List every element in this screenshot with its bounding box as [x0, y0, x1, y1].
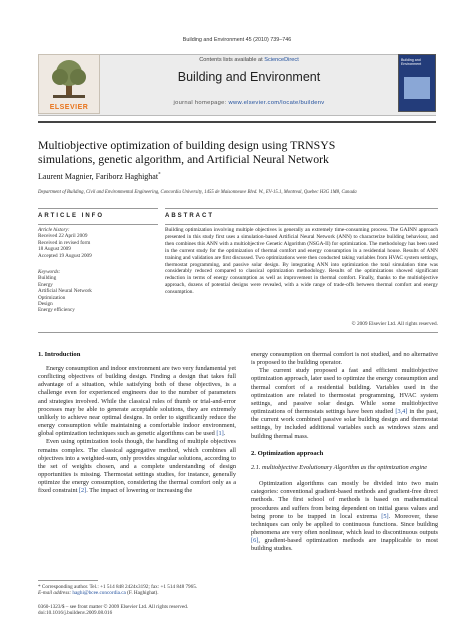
intro-p2-end: . The impact of lowering or increasing the — [86, 487, 193, 495]
issn-line — [38, 604, 338, 617]
abstract-text: Building optimization involving multiple objectives is generally an extremely time-consuming process. The GAINN approach presented in this study first uses a simulation-based Artificial Neural Network (ANN) to characterize building behaviour, and then combines this ANN with a multiobjective Genetic Algorithm (NSGA-II) for optimization. The methodology has been used in the current study for the optimization of thermal comfort and energy consumption in a residential house. Results of ANN training and validation are first discussed. Two optimizations were then conducted taking variables from HVAC system settings, thermostat programming, and passive solar design. By integrating ANN into optimization the total simulation time was considerably reduced compared to classical optimization methodology. Results of the optimizations showed significant reduction in terms of energy consumption as well as improvement in thermal comfort. Finally, thanks to the multiobjective approach, dozens of potential designs were revealed, with a wide range of trade-offs between thermal comfort and energy consumption. — [165, 227, 438, 296]
intro-paragraph-1 — [38, 365, 236, 438]
article-authors — [38, 172, 161, 181]
doi-text[interactable]: doi:10.1016/j.buildenv.2009.08.016 — [38, 610, 113, 617]
section-2-heading: 2. Optimization approach — [251, 449, 324, 457]
study-text-end: in the past, the current work combined passive solar building design and thermostat settings, by included additional variables such as windows sizes and building thermal mass. — [251, 408, 438, 440]
publisher-logo-text: ELSEVIER — [49, 104, 89, 111]
article-history — [38, 227, 158, 259]
history-item: 18 August 2009 — [38, 246, 71, 253]
abstract-mid-rule — [165, 224, 438, 225]
intro-p1-text: Energy consumption and indoor environment are two very fundamental yet conflicting objectives of building design. Finding a design that takes full advantage of a situation, while satisfying both of these objectives, is a challenge even for experienced engineers due to the number of parameters and strategies involved. While the classical rules of thumb or trial-and-error processes may be able to generate acceptable solutions, they are extremely unlikely to achieve near optimal designs. In order to significantly reduce the energy consumption while maintaining a comfortable indoor environment, global optimization techniques such as genetic algorithms can be used — [38, 365, 236, 438]
journal-cover-thumbnail — [398, 54, 436, 112]
info-mid-rule — [38, 224, 158, 225]
sciencedirect-link[interactable]: ScienceDirect — [264, 57, 299, 63]
keyword-item: Energy efficiency — [38, 307, 75, 314]
history-label: Article history: — [38, 227, 70, 233]
issn-text: 0360-1323/$ – see front matter © 2009 Elsevier Ltd. All rights reserved. — [38, 604, 189, 610]
keyword-item: Design — [38, 301, 53, 308]
citation-link[interactable]: [2] — [78, 487, 87, 495]
homepage-prefix: journal homepage: — [173, 100, 229, 106]
info-top-rule — [38, 208, 158, 209]
affiliation: Department of Building, Civil and Environmental Engineering, Concordia University, 1455 de Maisonneuve Blvd. W., EV-15.1, Montreal, Quebec H3G 1M8, Canada — [38, 190, 357, 195]
intro-p2-text: Even using optimization tools though, the handling of multiple objectives remains complex. The classical aggregative method, which combines all objectives into a weighted-sum, only provides singular solutions, according to the set of weights chosen, and a complete understanding of design opportunities is missing. Thermostat settings studies, for instance, generally optimize the energy consumption, considering the thermal comfort only as a fixed constraint — [38, 438, 236, 495]
keyword-item: Optimization — [38, 294, 66, 301]
history-item: Received in revised form — [38, 239, 91, 246]
abstract-top-rule — [165, 208, 438, 209]
keyword-item: Building — [38, 275, 57, 282]
abstract-copyright: © 2009 Elsevier Ltd. All rights reserved. — [351, 321, 438, 327]
elsevier-tree-icon — [39, 55, 99, 101]
opt-text-b: . Moreover, these techniques can only be applied to continuous functions. Since building phenomena are very often nonlinear, which lead to discontinuous outputs — [251, 512, 439, 536]
cover-image — [404, 77, 430, 99]
abstract-heading: ABSTRACT — [165, 213, 214, 219]
right-column — [251, 351, 438, 553]
section-1-heading: 1. Introduction — [38, 351, 81, 358]
article-title — [38, 138, 438, 166]
continued-paragraph: energy consumption on thermal comfort is not studied, and no alternative is proposed to the building operator. — [251, 351, 438, 367]
header-divider — [38, 121, 436, 123]
citation-link[interactable]: [5] — [381, 512, 389, 520]
elsevier-logo — [38, 54, 100, 114]
title-line-1: Multiobjective optimization of building design using TRNSYS — [38, 138, 336, 152]
citation-link[interactable]: [3,4] — [395, 408, 408, 416]
corresponding-author-note: * Corresponding author. Tel.: +1 514 848 2424x3192; fax: +1 514 848 7965. — [38, 584, 198, 590]
email-label: E-mail address: — [38, 590, 73, 597]
email-link[interactable]: haghi@bcee.concordia.ca — [72, 590, 126, 597]
history-item: Accepted 19 August 2009 — [38, 252, 92, 259]
footnote-rule — [38, 580, 98, 581]
keywords-label: Keywords: — [38, 269, 61, 275]
intro-p1-end: . — [223, 430, 226, 438]
opt-text-a: Optimization algorithms can mostly be divided into two main categories: conventional gradient-based methods and gradient-free direct methods. The first school of methods is based on mathematical procedures and suffers from being dependent on initial guess values and being prone to be trapped in local extrema — [251, 480, 438, 520]
citation-link[interactable]: [6] — [251, 537, 259, 545]
subsection-number: 2.1. — [251, 463, 261, 471]
contents-prefix: Contents lists available at — [199, 57, 265, 63]
article-info-heading: ARTICLE INFO — [38, 213, 104, 219]
keyword-item: Energy — [38, 281, 53, 288]
intro-body — [38, 365, 236, 496]
study-text: The current study proposed a fast and efficient multiobjective optimization approach, later used to optimize the energy consumption and thermal comfort of a residential building. Variables used in the optimization are related to thermostat programming, HVAC system settings, and passive solar design. While some multiobjective optimizations of thermostats settings have been studied — [251, 367, 438, 416]
footnote — [38, 584, 236, 597]
optimization-paragraph — [251, 480, 438, 553]
keyword-item: Artificial Neural Network — [38, 288, 92, 295]
subsection-title: multiobjective Evolutionary Algorithm as the optimization engine — [260, 463, 428, 471]
cover-title: Building and Environment — [401, 58, 422, 67]
journal-homepage — [104, 100, 394, 106]
history-item: Received 22 April 2009 — [38, 233, 88, 240]
current-study-paragraph — [251, 367, 438, 440]
email-note — [38, 590, 236, 596]
contents-line — [104, 57, 394, 63]
citation-link[interactable]: [1] — [216, 430, 224, 438]
subsection-2-1-heading — [251, 464, 438, 472]
email-suffix: (F. Haghighat). — [125, 590, 159, 597]
abstract-bottom-rule — [38, 332, 438, 333]
homepage-link[interactable]: www.elsevier.com/locate/buildenv — [228, 100, 325, 106]
journal-reference: Building and Environment 45 (2010) 739–746 — [182, 37, 292, 43]
journal-title: Building and Environment — [177, 70, 321, 84]
opt-text-c: , gradient-based optimization methods are inapplicable to most building studies. — [251, 537, 438, 553]
corresponding-mark: * — [158, 172, 161, 178]
intro-paragraph-2 — [38, 438, 236, 495]
title-line-2: simulations, genetic algorithm, and Artificial Neural Network — [38, 152, 329, 166]
keywords-block — [38, 269, 158, 314]
authors-names: Laurent Magnier, Fariborz Haghighat — [38, 172, 159, 181]
